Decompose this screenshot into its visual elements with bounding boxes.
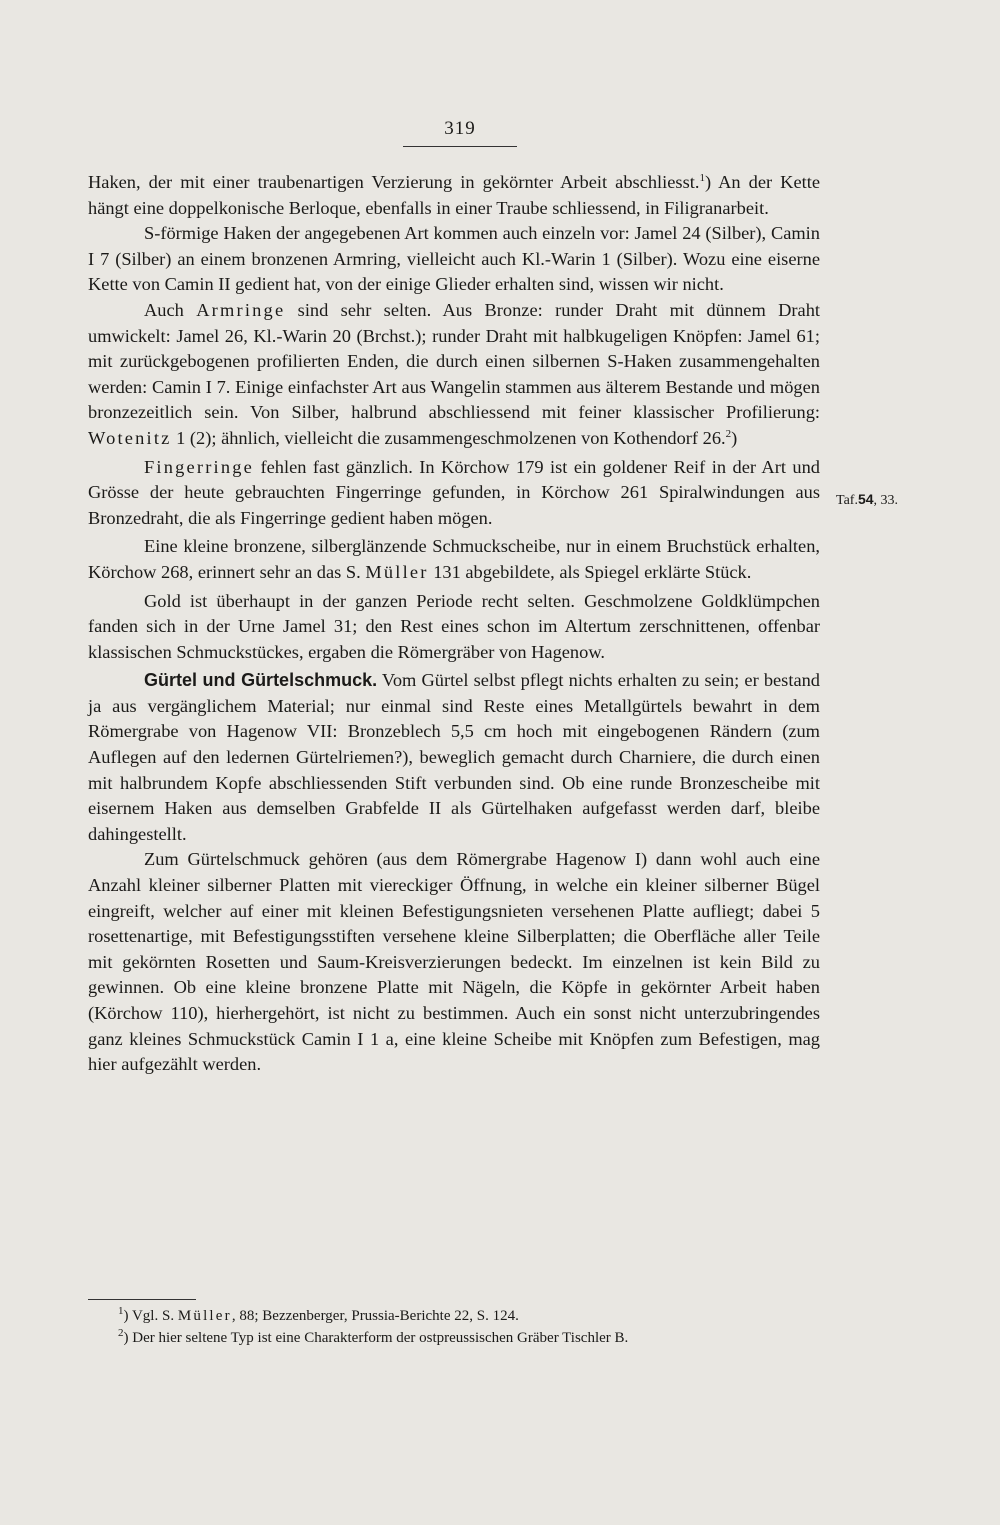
page-number: 319 [444, 118, 476, 139]
paragraph-4: Fingerringe fehlen fast gänzlich. In Körchow 179 ist ein goldener Reif in der Art und Grösse der heute gebrauchten Fingerringe gefunden, in Körchow 261 Spiralwindungen aus Bronzedraht, die als Fingerringe gedient haben mögen. [88, 456, 820, 528]
header-rule [403, 146, 517, 147]
footnote-rule [88, 1299, 196, 1300]
margin-note: Taf.54, 33. [836, 491, 899, 508]
paragraph-8: Zum Gürtelschmuck gehören (aus dem Römergrabe Hagenow I) dann wohl auch eine Anzahl kleiner silberner Platten mit viereckiger Öffnung, in welche ein kleiner silberner Bügel eingreift, welcher auf einer mit kleinen Befestigungsnieten versehenen Platte aufliegt; dabei 5 rosettenartige, mit Befestigungsstiften versehene kleine Silberplatten; die Oberfläche aller Teile mit gekörnten Rosetten und Saum-Kreisverzierungen bedeckt. Im einzelnen ist kein Bild zu gewinnen. Ob eine kleine bronzene Platte mit Nägeln, die Köpfe in gekörnter Arbeit haben (Körchow 110), hierhergehört, ist nicht zu bestimmen. Auch ein sonst nicht unterzubringendes ganz kleines Schmuckstück Camin I 1 a, eine kleine Scheibe mit Knöpfen zum Befestigen, mag hier aufgezählt werden. [88, 849, 820, 1075]
footnote-1: $^1$) Vgl. S. Müller, 88; Bezzenberger, Prussia-Berichte 22, S. 124. [118, 1305, 519, 1324]
paragraph-5: Eine kleine bronzene, silberglänzende Schmuckscheibe, nur in einem Bruchstück erhalten, Körchow 268, erinnert sehr an das S. Müller 131 abgebildete, als Spiegel erklärte Stück. [88, 536, 820, 582]
paragraph-1: Haken, der mit einer traubenartigen Verzierung in gekörnter Arbeit abschliesst.$^1$) An der Kette hängt eine doppelkonische Berloque, ebenfalls in einer Traube schliessend, in Filigranarbeit. [88, 171, 821, 218]
paragraph-3: Auch Armringe sind sehr selten. Aus Bronze: runder Draht mit dünnem Draht umwickelt: Jamel 26, Kl.-Warin 20 (Brchst.); runder Draht mit halbkugeligen Knöpfen: Jamel 61; mit zurückgebogenen profilierten Enden, die durch einen silbernen S-Haken zusammengehalten werden: Camin I 7. Einige einfachster Art aus Wangelin stammen aus älterem Bestande und mögen bronzezeitlich sein. Von Silber, halbrund abschliessend mit feiner klassischer Profilierung: Wotenitz 1 (2); ähnlich, vielleicht die zusammengeschmolzenen von Kothendorf 26.$^2$) [88, 299, 820, 448]
paragraph-7: Gürtel und Gürtelschmuck. Vom Gürtel selbst pflegt nichts erhalten zu sein; er bestand ja aus vergänglichem Material; nur einmal sind Reste eines Metallgürtels bewahrt in dem Römergrabe von Hagenow VII: Bronzeblech 5,5 cm hoch mit eingebogenen Rändern (zum Auflegen auf den ledernen Gürtelriemen?), beweglich gemacht durch Charniere, die durch einen mit halbrundem Kopfe abschliessenden Stift verbunden sind. Ob eine runde Bronzescheibe mit eisernem Haken aus demselben Grabfelde II als Gürtelhaken aufgefasst werden darf, bleibe dahingestellt. [88, 670, 821, 844]
footnote-2: $^2$) Der hier seltene Typ ist eine Charakterform der ostpreussischen Gräber Tischler B. [118, 1327, 629, 1346]
body-text [88, 170, 820, 1078]
footnote-ref[interactable]: 2 [725, 427, 732, 440]
section-heading: Gürtel und Gürtelschmuck. [144, 670, 378, 691]
footnote-ref[interactable]: 1 [699, 171, 705, 184]
paragraph-6: Gold ist überhaupt in der ganzen Periode recht selten. Geschmolzene Goldklümpchen fanden sich in der Urne Jamel 31; den Rest eines schon im Altertum zerschnittenen, offenbar klassischen Schmuckstückes, ergaben die Römergräber von Hagenow. [88, 590, 820, 662]
paragraph-2: S-förmige Haken der angegebenen Art kommen auch einzeln vor: Jamel 24 (Silber), Camin I 7 (Silber) an einem bronzenen Armring, vielleicht auch Kl.-Warin 1 (Silber). Wozu eine eiserne Kette von Camin II gedient hat, von der einige Glieder erhalten sind, wissen wir nicht. [88, 223, 820, 295]
footnotes [118, 1305, 820, 1349]
